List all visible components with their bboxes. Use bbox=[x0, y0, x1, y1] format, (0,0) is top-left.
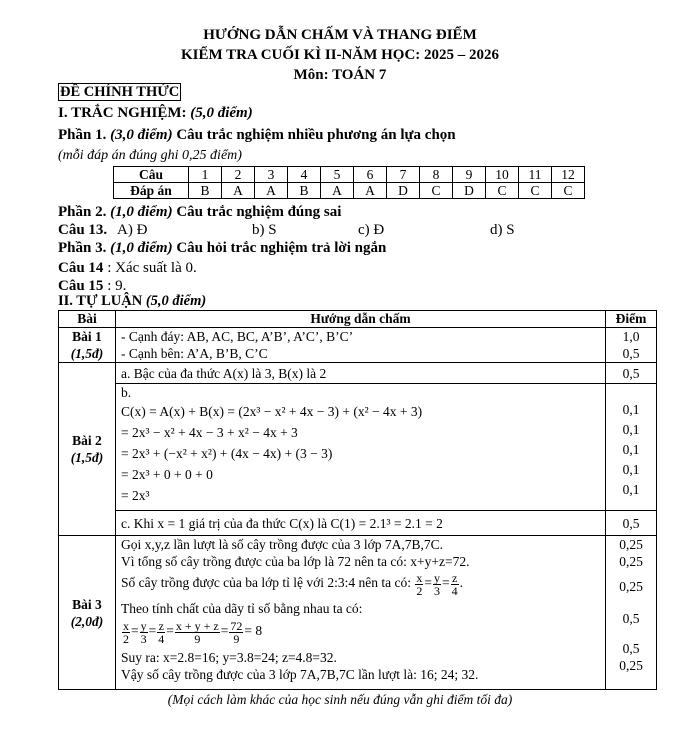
bai2-b-line: = 2x³ + (−x² + x²) + (4x − 4x) + (3 − 3) bbox=[121, 446, 333, 462]
bai2-b-score: 0,1 bbox=[622, 462, 640, 478]
bai2-a-score: 0,5 bbox=[622, 365, 640, 381]
cau14-text: : Xác suất là 0. bbox=[107, 260, 197, 276]
bai3-line-3: Số cây trồng được của ba lớp tỉ lệ với 2:3:4 nên ta có: $\frac{x}{2}$ = $\frac{y}{3}$ = $\frac{z}{4}$ . bbox=[121, 570, 464, 598]
bai2-name: Bài 2 bbox=[72, 433, 102, 449]
bai2-b-guide-cell bbox=[116, 384, 606, 511]
phan1-desc: Câu trắc nghiệm nhiều phương án lựa chọn bbox=[176, 127, 456, 143]
part-i-heading bbox=[58, 104, 253, 122]
bai3-score: 0,25 bbox=[619, 537, 643, 553]
subject-line: Môn: TOÁN 7 bbox=[293, 67, 387, 83]
cau15-text: : 9. bbox=[107, 278, 127, 294]
bai2-b-line: = 2x³ − x² + 4x − 3 + x² − 4x + 3 bbox=[121, 425, 298, 441]
bai3-line-5: $\frac{x}{2}$ = $\frac{y}{3}$ = $\frac{z}{4}$ = $\frac{x + y + z}{9}$ = $\frac{72}{9}$ = 8 bbox=[123, 618, 263, 646]
bai3-line-4: Theo tính chất của dãy tỉ số bằng nhau ta có: bbox=[121, 601, 363, 617]
mc-question-cell: 4 bbox=[288, 167, 321, 183]
fraction-x-2: $\frac{x}{2}$ bbox=[416, 570, 423, 598]
phan2-desc: Câu trắc nghiệm đúng sai bbox=[176, 204, 342, 220]
mc-answer-cell: A bbox=[321, 183, 354, 199]
bai2-b-line: = 2x³ bbox=[121, 488, 150, 504]
bai3-line-6: Suy ra: x=2.8=16; y=3.8=24; z=4.8=32. bbox=[121, 650, 337, 666]
bai2-a-guide-cell bbox=[116, 363, 606, 384]
bai1-score-cell bbox=[606, 328, 657, 363]
mc-answer-cell: B bbox=[189, 183, 222, 199]
phan3-heading bbox=[58, 239, 386, 257]
mc-question-cell: 1 bbox=[189, 167, 222, 183]
mc-answer-cell: C bbox=[420, 183, 453, 199]
bai2-b-score: 0,1 bbox=[622, 482, 640, 498]
bai1-name: Bài 1 bbox=[72, 329, 102, 345]
bai3-score-cell bbox=[606, 536, 657, 690]
table-header-row bbox=[59, 311, 657, 328]
mc-answer-cell: C bbox=[552, 183, 585, 199]
bai3-score: 0,25 bbox=[619, 554, 643, 570]
mc-answer-cell: D bbox=[453, 183, 486, 199]
bai1-line: - Cạnh đáy: AB, AC, BC, A’B’, A’C’, B’C’ bbox=[121, 329, 354, 345]
bai2-b-line: = 2x³ + 0 + 0 + 0 bbox=[121, 467, 213, 483]
bai2-b-score: 0,1 bbox=[622, 422, 640, 438]
phan2-points: (1,0 điểm) bbox=[110, 204, 173, 220]
bai3-score: 0,25 bbox=[619, 658, 643, 674]
mc-answer-cell: A bbox=[255, 183, 288, 199]
fraction-sum-9: $\frac{x + y + z}{9}$ bbox=[175, 618, 219, 646]
mc-answer-cell: B bbox=[288, 183, 321, 199]
bai3-line-7: Vậy số cây trồng được của 3 lớp 7A,7B,7C lần lượt là: 16; 24; 32. bbox=[121, 667, 479, 683]
cau13-label: Câu 13. bbox=[58, 222, 108, 238]
essay-grading-table bbox=[58, 310, 657, 690]
mc-question-cell: 9 bbox=[453, 167, 486, 183]
cau13-d: d) S bbox=[490, 222, 515, 238]
bai2-b-label: b. bbox=[121, 385, 132, 401]
fraction-72-9: $\frac{72}{9}$ bbox=[230, 618, 243, 646]
bai3-score: 0,5 bbox=[622, 641, 640, 657]
mc-question-cell: 3 bbox=[255, 167, 288, 183]
title-line-2: KIỂM TRA CUỐI KÌ II-NĂM HỌC: 2025 – 2026 bbox=[180, 47, 500, 63]
phan1-title: Phần 1. bbox=[58, 127, 107, 143]
bai1-score: 1,0 bbox=[622, 329, 640, 345]
mc-question-row bbox=[114, 167, 585, 183]
mc-question-cell: 2 bbox=[222, 167, 255, 183]
bai2-b-line: C(x) = A(x) + B(x) = (2x³ − x² + 4x − 3) + (x² − 4x + 3) bbox=[121, 404, 423, 420]
mc-answer-cell: C bbox=[486, 183, 519, 199]
mc-answer-row bbox=[114, 183, 585, 199]
part-i-points: (5,0 điểm) bbox=[190, 105, 253, 121]
mc-question-cell: 8 bbox=[420, 167, 453, 183]
bai1-guide-cell bbox=[116, 328, 606, 363]
part-ii-heading bbox=[58, 293, 206, 310]
bai2-a-score-cell bbox=[606, 363, 657, 384]
bai1-line: - Cạnh bên: A’A, B’B, C’C bbox=[121, 346, 268, 362]
mc-question-cell: 12 bbox=[552, 167, 585, 183]
bai2-a-row bbox=[59, 363, 657, 384]
mc-answer-cell: A bbox=[222, 183, 255, 199]
bai1-points: (1,5đ) bbox=[70, 346, 104, 362]
part-ii-title: II. TỰ LUẬN bbox=[58, 293, 143, 309]
cau14-line bbox=[58, 259, 197, 277]
bai3-row bbox=[59, 536, 657, 690]
mc-row-label: Đáp án bbox=[114, 183, 189, 199]
bai3-score: 0,5 bbox=[622, 611, 640, 627]
bai2-c-guide-cell bbox=[116, 511, 606, 536]
cau14-label: Câu 14 bbox=[58, 260, 104, 276]
phan2-heading bbox=[58, 203, 341, 221]
cau13-b: b) S bbox=[252, 222, 277, 238]
multiple-choice-table bbox=[113, 166, 585, 199]
col-header-bai: Bài bbox=[59, 311, 116, 328]
bai2-c-row bbox=[59, 511, 657, 536]
phan2-title: Phần 2. bbox=[58, 204, 107, 220]
mc-question-cell: 10 bbox=[486, 167, 519, 183]
mc-question-cell: 5 bbox=[321, 167, 354, 183]
footer-note: (Mọi cách làm khác của học sinh nếu đúng vẫn ghi điểm tối đa) bbox=[167, 692, 513, 707]
phan3-title: Phần 3. bbox=[58, 240, 107, 256]
title-line-1: HƯỚNG DẪN CHẤM VÀ THANG ĐIỂM bbox=[203, 27, 477, 43]
phan1-note: (mỗi đáp án đúng ghi 0,25 điểm) bbox=[58, 148, 242, 163]
bai3-line-3-text: Số cây trồng được của ba lớp tỉ lệ với 2:3:4 nên ta có: bbox=[121, 575, 412, 591]
bai2-points: (1,5đ) bbox=[70, 450, 104, 466]
col-header-guide: Hướng dẫn chấm bbox=[116, 311, 606, 328]
bai3-guide-cell bbox=[116, 536, 606, 690]
cau15-label: Câu 15 bbox=[58, 278, 104, 294]
bai1-score: 0,5 bbox=[622, 346, 640, 362]
mc-row-label: Câu bbox=[114, 167, 189, 183]
bai2-c-text: c. Khi x = 1 giá trị của đa thức C(x) là C(1) = 2.1³ = 2.1 = 2 bbox=[121, 515, 443, 531]
phan3-desc: Câu hỏi trắc nghiệm trả lời ngắn bbox=[176, 240, 387, 256]
mc-question-cell: 6 bbox=[354, 167, 387, 183]
bai2-b-score: 0,1 bbox=[622, 402, 640, 418]
mc-answer-cell: D bbox=[387, 183, 420, 199]
bai2-b-row bbox=[59, 384, 657, 511]
fraction-z-4: $\frac{z}{4}$ bbox=[451, 570, 458, 598]
bai2-a-text: a. Bậc của đa thức A(x) là 3, B(x) là 2 bbox=[121, 365, 327, 381]
bai3-line-2: Vì tổng số cây trồng được của ba lớp là 72 nên ta có: x+y+z=72. bbox=[121, 554, 470, 570]
bai2-c-score: 0,5 bbox=[622, 515, 640, 531]
col-header-score: Điểm bbox=[606, 311, 657, 328]
part-i-title: I. TRẮC NGHIỆM: bbox=[58, 105, 187, 121]
official-badge: ĐỀ CHÍNH THỨC bbox=[60, 84, 180, 100]
phan3-points: (1,0 điểm) bbox=[110, 240, 173, 256]
bai2-label-cell bbox=[59, 363, 116, 536]
cau13-c: c) Đ bbox=[358, 222, 385, 238]
bai3-label-cell bbox=[59, 536, 116, 690]
phan1-points: (3,0 điểm) bbox=[110, 127, 173, 143]
bai3-score: 0,25 bbox=[619, 579, 643, 595]
mc-answer-cell: A bbox=[354, 183, 387, 199]
mc-question-cell: 11 bbox=[519, 167, 552, 183]
bai1-label-cell bbox=[59, 328, 116, 363]
bai3-name: Bài 3 bbox=[72, 596, 102, 612]
bai3-points: (2,0đ) bbox=[70, 613, 104, 629]
bai2-b-score: 0,1 bbox=[622, 442, 640, 458]
phan1-heading bbox=[58, 126, 456, 144]
bai2-b-score-cell bbox=[606, 384, 657, 511]
bai1-row bbox=[59, 328, 657, 363]
mc-answer-cell: C bbox=[519, 183, 552, 199]
fraction-y-3: $\frac{y}{3}$ bbox=[434, 570, 441, 598]
bai2-c-score-cell bbox=[606, 511, 657, 536]
part-ii-points: (5,0 điểm) bbox=[145, 293, 207, 309]
bai3-line-1: Gọi x,y,z lần lượt là số cây trồng được của 3 lớp 7A,7B,7C. bbox=[121, 537, 443, 553]
mc-question-cell: 7 bbox=[387, 167, 420, 183]
cau13-a: A) Đ bbox=[117, 222, 148, 238]
